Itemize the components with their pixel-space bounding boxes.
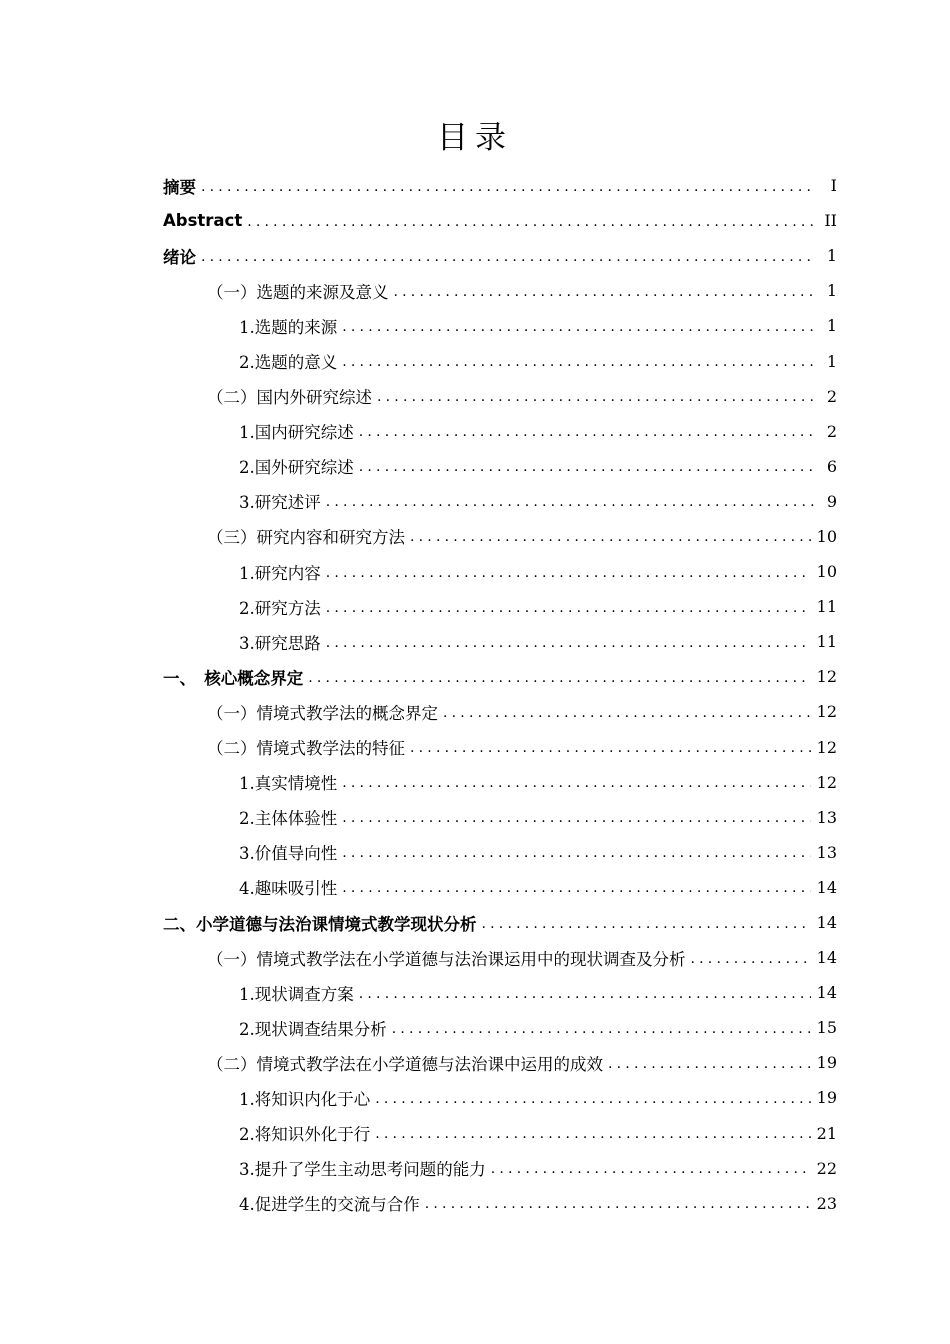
toc-entry[interactable] <box>163 1045 837 1080</box>
toc-dot-leader <box>394 285 816 299</box>
toc-entry[interactable] <box>163 905 837 940</box>
toc-entry[interactable] <box>163 379 837 414</box>
toc-entry-page-number: 22 <box>816 1158 837 1178</box>
toc-entry-page-number: 15 <box>816 1018 837 1038</box>
toc-entry[interactable] <box>163 308 837 343</box>
toc-entry[interactable] <box>163 800 837 835</box>
toc-entry-label: 3.价值导向性 <box>239 844 338 864</box>
toc-entry-page-number: 12 <box>816 667 837 687</box>
toc-entry[interactable] <box>163 519 837 554</box>
toc-entry-label: （三）研究内容和研究方法 <box>207 528 405 548</box>
toc-entry-page-number: 12 <box>816 737 837 757</box>
toc-entry-label: 2.研究方法 <box>239 598 321 618</box>
toc-entry-page-number: 2 <box>826 386 837 406</box>
toc-dot-leader <box>201 180 815 194</box>
toc-entry[interactable] <box>163 940 837 975</box>
toc-dot-leader <box>342 846 810 860</box>
toc-entry[interactable] <box>163 1151 837 1186</box>
table-of-contents <box>163 168 837 1221</box>
toc-entry[interactable] <box>163 449 837 484</box>
toc-entry[interactable] <box>163 238 837 273</box>
toc-entry-label: （一）选题的来源及意义 <box>207 282 389 302</box>
toc-dot-leader <box>491 1162 811 1176</box>
toc-entry-label: 2.国外研究综述 <box>239 458 354 478</box>
toc-entry[interactable] <box>163 870 837 905</box>
toc-dot-leader <box>377 390 815 404</box>
toc-dot-leader <box>410 741 811 755</box>
toc-entry-label: （一）情境式教学法在小学道德与法治课运用中的现状调查及分析 <box>207 949 686 969</box>
toc-dot-leader <box>425 1197 811 1211</box>
toc-entry-label: 4.促进学生的交流与合作 <box>239 1195 420 1215</box>
toc-entry[interactable] <box>163 203 837 238</box>
toc-entry-label: 4.趣味吸引性 <box>239 879 338 899</box>
toc-entry-page-number: 10 <box>816 562 837 582</box>
toc-entry-page-number: 1 <box>826 246 837 266</box>
toc-entry[interactable] <box>163 343 837 378</box>
toc-entry[interactable] <box>163 273 837 308</box>
toc-entry-label: 2.现状调查结果分析 <box>239 1019 387 1039</box>
toc-entry-label: 二、小学道德与法治课情境式教学现状分析 <box>163 914 477 934</box>
toc-entry-label: 2.主体体验性 <box>239 809 338 829</box>
toc-entry-label: Abstract <box>163 211 243 231</box>
toc-entry-page-number: 1 <box>826 316 837 336</box>
toc-dot-leader <box>691 952 811 966</box>
toc-entry-page-number: 13 <box>816 807 837 827</box>
toc-entry-label: 1.选题的来源 <box>239 317 338 337</box>
toc-dot-leader <box>608 1057 811 1071</box>
toc-entry-label: 2.选题的意义 <box>239 353 338 373</box>
toc-entry-label: 1.研究内容 <box>239 563 321 583</box>
toc-entry-page-number: 13 <box>816 842 837 862</box>
toc-entry-page-number: 6 <box>826 456 837 476</box>
toc-dot-leader <box>342 881 810 895</box>
toc-dot-leader <box>375 1127 810 1141</box>
toc-dot-leader <box>359 425 815 439</box>
toc-entry[interactable] <box>163 1116 837 1151</box>
toc-dot-leader <box>375 1092 810 1106</box>
toc-entry[interactable] <box>163 1186 837 1221</box>
toc-dot-leader <box>342 355 815 369</box>
toc-entry-label: 3.研究思路 <box>239 633 321 653</box>
toc-dot-leader <box>326 601 811 615</box>
toc-entry-page-number: 12 <box>816 772 837 792</box>
toc-entry[interactable] <box>163 659 837 694</box>
toc-dot-leader <box>359 460 815 474</box>
toc-entry-label: 3.提升了学生主动思考问题的能力 <box>239 1160 486 1180</box>
toc-entry-page-number: 14 <box>816 983 837 1003</box>
toc-entry-label: 一、 核心概念界定 <box>163 668 304 688</box>
toc-entry-page-number: 19 <box>816 1088 837 1108</box>
toc-dot-leader <box>342 811 810 825</box>
toc-entry[interactable] <box>163 975 837 1010</box>
toc-entry-label: 1.现状调查方案 <box>239 984 354 1004</box>
toc-entry-label: 摘要 <box>163 177 196 197</box>
toc-entry[interactable] <box>163 730 837 765</box>
toc-entry-page-number: I <box>830 176 837 196</box>
toc-entry-label: （一）情境式教学法的概念界定 <box>207 703 438 723</box>
toc-entry[interactable] <box>163 835 837 870</box>
toc-entry-page-number: 1 <box>826 281 837 301</box>
toc-dot-leader <box>392 1022 811 1036</box>
toc-entry-page-number: 14 <box>816 913 837 933</box>
toc-dot-leader <box>308 671 810 685</box>
toc-entry[interactable] <box>163 168 837 203</box>
toc-entry-label: 1.国内研究综述 <box>239 423 354 443</box>
toc-dot-leader <box>342 776 810 790</box>
toc-entry-page-number: 2 <box>826 421 837 441</box>
toc-entry-page-number: 14 <box>816 948 837 968</box>
toc-entry-label: （二）国内外研究综述 <box>207 388 372 408</box>
toc-dot-leader <box>326 566 811 580</box>
toc-entry-page-number: 1 <box>826 351 837 371</box>
toc-entry[interactable] <box>163 765 837 800</box>
toc-dot-leader <box>482 917 811 931</box>
toc-entry-page-number: 19 <box>816 1053 837 1073</box>
toc-entry-page-number: 12 <box>816 702 837 722</box>
toc-dot-leader <box>326 636 811 650</box>
toc-entry[interactable] <box>163 589 837 624</box>
toc-dot-leader <box>201 250 815 264</box>
toc-entry-label: 1.将知识内化于心 <box>239 1089 371 1109</box>
toc-entry-page-number: 14 <box>816 877 837 897</box>
toc-entry-label: 2.将知识外化于行 <box>239 1125 371 1145</box>
toc-entry-page-number: 23 <box>816 1193 837 1213</box>
toc-entry-page-number: II <box>824 211 837 231</box>
toc-entry-page-number: 21 <box>816 1123 837 1143</box>
toc-dot-leader <box>410 530 811 544</box>
toc-entry[interactable] <box>163 484 837 519</box>
toc-entry[interactable] <box>163 414 837 449</box>
toc-entry-label: 3.研究述评 <box>239 493 321 513</box>
toc-dot-leader <box>342 320 815 334</box>
toc-entry-page-number: 11 <box>816 632 837 652</box>
toc-entry-page-number: 11 <box>816 597 837 617</box>
toc-entry-label: 绪论 <box>163 247 196 267</box>
toc-entry[interactable] <box>163 1080 837 1115</box>
toc-dot-leader <box>443 706 811 720</box>
toc-entry-label: （二）情境式教学法在小学道德与法治课中运用的成效 <box>207 1054 603 1074</box>
page-title: 目录 <box>437 120 513 156</box>
toc-dot-leader <box>247 215 815 229</box>
toc-entry[interactable] <box>163 694 837 729</box>
toc-entry-page-number: 10 <box>816 526 837 546</box>
toc-entry-label: （二）情境式教学法的特征 <box>207 739 405 759</box>
toc-entry[interactable] <box>163 1010 837 1045</box>
toc-dot-leader <box>326 495 815 509</box>
toc-entry-label: 1.真实情境性 <box>239 774 338 794</box>
toc-entry-page-number: 9 <box>826 491 837 511</box>
toc-dot-leader <box>359 987 811 1001</box>
toc-entry[interactable] <box>163 554 837 589</box>
toc-entry[interactable] <box>163 624 837 659</box>
